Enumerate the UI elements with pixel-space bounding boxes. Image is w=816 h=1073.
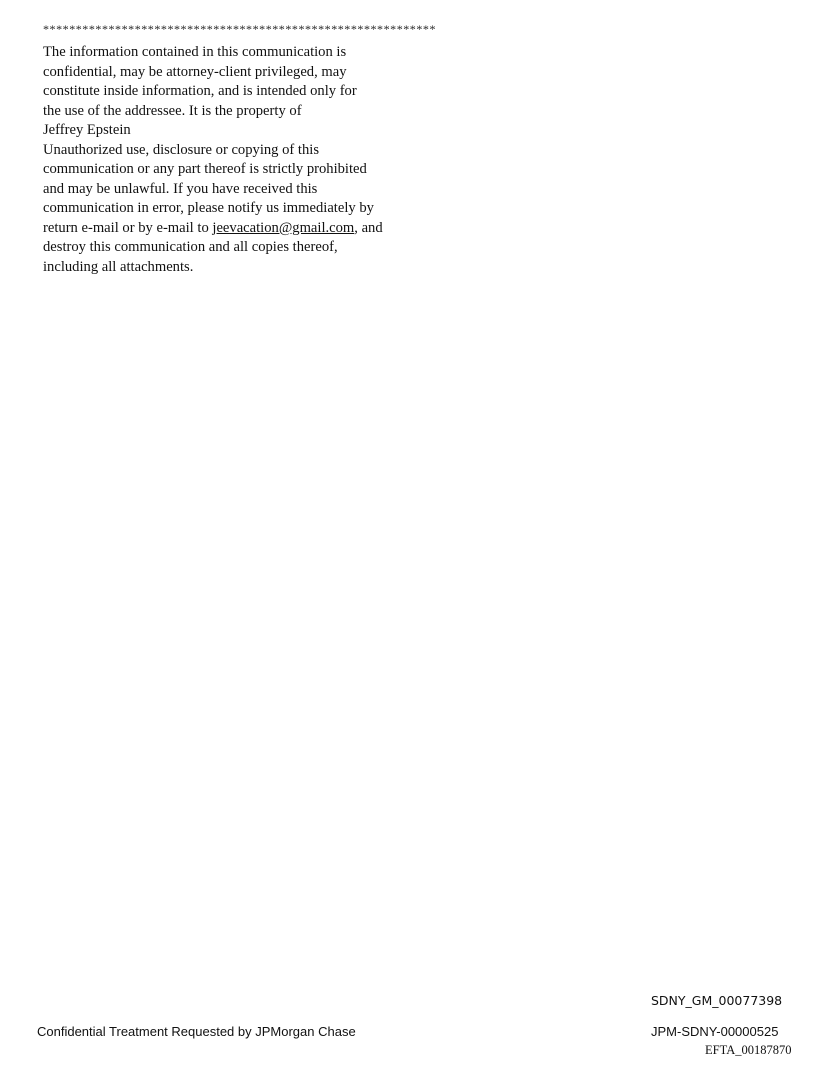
disclaimer-line-with-email bbox=[43, 219, 383, 239]
disclaimer-line: and may be unlawful. If you have received this bbox=[43, 180, 318, 197]
bates-number-jpm: JPM-SDNY-00000525 bbox=[651, 1024, 779, 1039]
disclaimer-line: confidential, may be attorney-client privileged, may bbox=[43, 63, 347, 80]
email-link[interactable]: jeevacation@gmail.com bbox=[212, 219, 355, 236]
disclaimer-line: communication or any part thereof is strictly prohibited bbox=[43, 161, 367, 177]
disclaimer-line: the use of the addressee. It is the property of bbox=[43, 102, 302, 119]
disclaimer-line: The information contained in this communication is bbox=[43, 44, 347, 60]
bates-number-sdny: SDNY_GM_00077398 bbox=[651, 993, 783, 1008]
disclaimer-line: Unauthorized use, disclosure or copying of this bbox=[43, 141, 320, 158]
disclaimer-line: constitute inside information, and is intended only for bbox=[43, 83, 357, 99]
asterisk-separator: ************************************************************ bbox=[43, 22, 436, 36]
disclaimer-line: communication in error, please notify us immediately by bbox=[43, 200, 374, 216]
property-owner-name: Jeffrey Epstein bbox=[43, 122, 131, 138]
disclaimer-text: , and bbox=[354, 219, 383, 236]
bates-number-efta: EFTA_00187870 bbox=[705, 1043, 792, 1057]
disclaimer-text: return e-mail or by e-mail to bbox=[43, 219, 213, 236]
disclaimer-line: including all attachments. bbox=[43, 258, 194, 275]
confidential-treatment-notice: Confidential Treatment Requested by JPMorgan Chase bbox=[37, 1024, 356, 1039]
confidentiality-disclaimer bbox=[43, 43, 383, 277]
disclaimer-line: destroy this communication and all copies thereof, bbox=[43, 239, 338, 255]
